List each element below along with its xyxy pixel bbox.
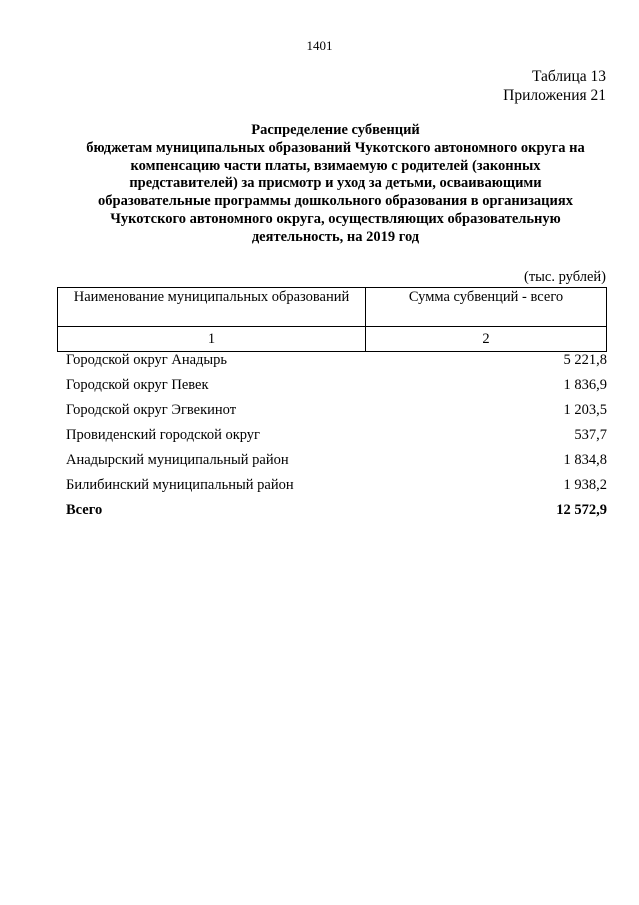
row-value: 1 834,8 [563, 452, 607, 468]
title-line: представителей) за присмотр и уход за детьми, осваивающими [129, 175, 542, 192]
title-line: Чукотского автономного округа, осуществляющих образовательную [110, 210, 561, 227]
row-name: Городской округ Эгвекинот [66, 402, 237, 418]
table-header [57, 287, 607, 352]
total-label: Всего [66, 502, 103, 518]
table-reference [503, 67, 606, 105]
table-row [66, 450, 607, 475]
table-reference-line-2: Приложения 21 [503, 87, 606, 104]
column-header-name: Наименование муниципальных образований [58, 288, 366, 327]
table-row [66, 400, 607, 425]
title-line: Распределение субвенций [251, 122, 420, 138]
row-value: 1 203,5 [563, 402, 607, 418]
table-row [66, 425, 607, 450]
table-row [66, 475, 607, 500]
row-value: 5 221,8 [563, 352, 607, 368]
table-row [66, 350, 607, 375]
title-line: образовательные программы дошкольного образования в организациях [98, 193, 573, 210]
document-title [60, 122, 611, 247]
row-value: 537,7 [574, 427, 607, 443]
table-row [66, 375, 607, 400]
page-number: 1401 [306, 38, 333, 53]
title-line: бюджетам муниципальных образований Чукотского автономного округа на [86, 139, 585, 156]
total-value: 12 572,9 [556, 502, 607, 518]
units-label: (тыс. рублей) [524, 269, 606, 285]
table-reference-line-1: Таблица 13 [531, 68, 606, 85]
title-line: компенсацию части платы, взимаемую с родителей (законных [130, 157, 541, 174]
column-header-sum: Сумма субвенций - всего [366, 288, 607, 327]
column-number-1: 1 [58, 327, 366, 352]
row-name: Городской округ Анадырь [66, 352, 228, 368]
row-value: 1 836,9 [563, 377, 607, 393]
table-body [66, 350, 607, 525]
row-value: 1 938,2 [563, 477, 607, 493]
row-name: Билибинский муниципальный район [66, 477, 294, 493]
total-row [66, 500, 607, 525]
column-number-2: 2 [366, 327, 607, 352]
row-name: Провиденский городской округ [66, 427, 261, 443]
row-name: Анадырский муниципальный район [66, 452, 289, 468]
title-line: деятельность, на 2019 год [251, 228, 420, 245]
row-name: Городской округ Певек [66, 377, 209, 393]
